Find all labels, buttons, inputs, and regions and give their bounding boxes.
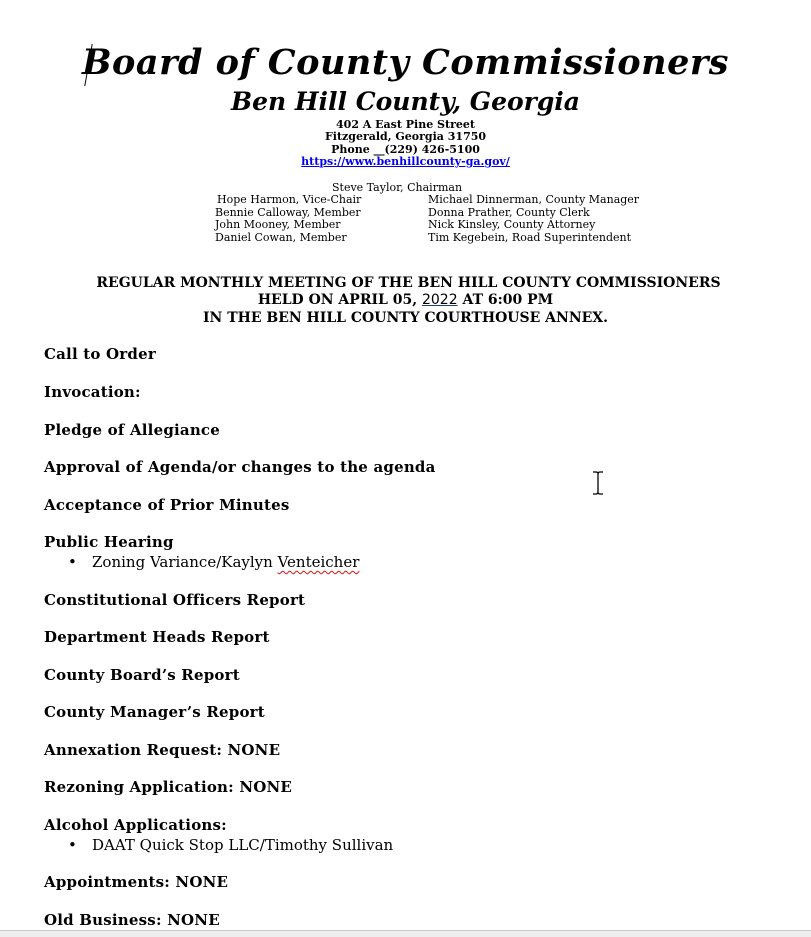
agenda-old-business: Old Business: NONE <box>44 911 220 929</box>
phone-number: Phone __(229) 426-5100 <box>331 143 480 156</box>
bullet-glyph: • <box>68 836 77 854</box>
staff-name: Michael Dinnerman, County Manager <box>428 193 640 206</box>
meeting-heading-line3: IN THE BEN HILL COUNTY COURTHOUSE ANNEX. <box>202 310 609 326</box>
agenda-rezoning: Rezoning Application: NONE <box>44 778 293 796</box>
meeting-time: AT 6:00 PM <box>457 292 554 308</box>
agenda-invocation: Invocation: <box>44 383 141 401</box>
staff-list <box>428 194 639 244</box>
meeting-year: 2022 <box>421 292 458 308</box>
member-name: Daniel Cowan, Member <box>215 230 347 244</box>
document-title: Board of County Commissioners <box>81 42 730 83</box>
website-link[interactable]: https://www.benhillcounty-ga.gov/ <box>301 155 510 168</box>
agenda-alcohol: Alcohol Applications: <box>44 816 227 834</box>
meeting-date: HELD ON APRIL 05, <box>257 292 422 308</box>
street-address: 402 A East Pine Street <box>336 118 475 131</box>
meeting-heading-line2 <box>0 292 811 309</box>
ibeam-cursor-icon <box>592 471 604 495</box>
member-name: Hope Harmon, Vice-Chair <box>217 193 362 206</box>
agenda-constitutional: Constitutional Officers Report <box>44 591 306 609</box>
agenda-public-hearing: Public Hearing <box>44 533 174 551</box>
chairman-name: Steve Taylor, Chairman <box>332 181 463 194</box>
members-list <box>215 194 361 244</box>
public-hearing-item: Zoning Variance/Kaylyn <box>92 553 278 571</box>
staff-name: Donna Prather, County Clerk <box>428 205 590 219</box>
agenda-acceptance: Acceptance of Prior Minutes <box>44 496 290 514</box>
staff-name: Tim Kegebein, Road Superintendent <box>428 230 632 244</box>
staff-name: Nick Kinsley, County Attorney <box>428 218 596 232</box>
agenda-annexation: Annexation Request: NONE <box>44 741 281 759</box>
website-line <box>0 156 811 168</box>
agenda-county-board: County Board’s Report <box>44 666 240 684</box>
agenda-call-to-order: Call to Order <box>44 345 156 363</box>
alcohol-item: DAAT Quick Stop LLC/Timothy Sullivan <box>92 836 394 854</box>
city-address: Fitzgerald, Georgia 31750 <box>324 130 487 143</box>
list-item <box>68 553 359 571</box>
member-name: Bennie Calloway, Member <box>215 205 361 219</box>
bullet-glyph: • <box>68 553 77 571</box>
agenda-county-manager: County Manager’s Report <box>44 703 265 721</box>
spellcheck-flagged-word[interactable]: Venteicher <box>277 553 360 571</box>
agenda-pledge: Pledge of Allegiance <box>44 421 221 439</box>
agenda-appointments: Appointments: NONE <box>44 873 229 891</box>
meeting-heading-line1: REGULAR MONTHLY MEETING OF THE BEN HILL COUNTY COMMISSIONERS <box>96 275 721 291</box>
agenda-approval: Approval of Agenda/or changes to the agenda <box>44 458 436 476</box>
list-item <box>68 836 393 854</box>
document-subtitle: Ben Hill County, Georgia <box>230 87 581 116</box>
member-name: John Mooney, Member <box>215 218 341 232</box>
agenda-department-heads: Department Heads Report <box>44 628 270 646</box>
